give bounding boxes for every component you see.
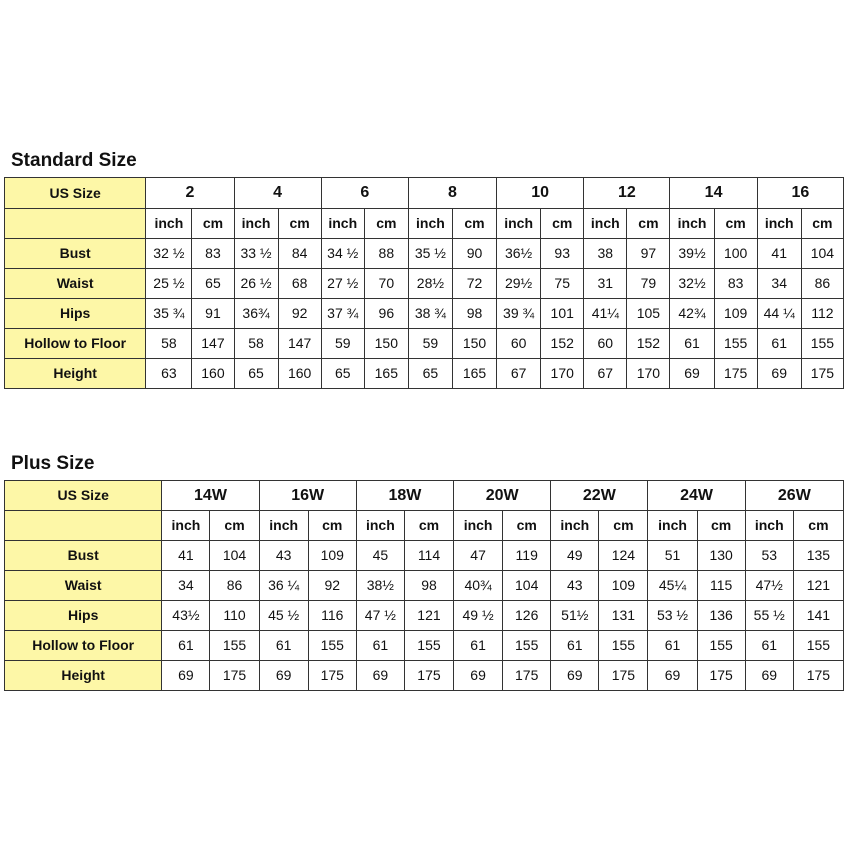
table-cell: 47 [454,541,503,571]
table-cell: 61 [670,329,714,359]
table-cell: 83 [192,239,234,269]
table-cell: 155 [714,329,757,359]
table-cell: 175 [404,661,453,691]
table-cell: 119 [503,541,551,571]
size-header: 4 [234,178,321,209]
size-header: 18W [356,481,453,511]
table-row [5,601,844,631]
table-cell: 70 [364,269,408,299]
table-cell: 67 [497,359,541,389]
table-cell: 33 ½ [234,239,278,269]
table-cell: 58 [146,329,192,359]
table-cell: 61 [648,631,697,661]
table-cell: 34 [757,269,801,299]
unit-inch: inch [356,511,404,541]
plus-size-title: Plus Size [11,453,95,474]
unit-row [5,511,844,541]
table-cell: 60 [584,329,627,359]
table-cell: 38½ [356,571,404,601]
table-row [5,359,844,389]
unit-inch: inch [670,209,714,239]
row-label: Hips [5,601,162,631]
size-header: 16 [757,178,843,209]
table-cell: 41 [162,541,210,571]
table-row [5,239,844,269]
table-cell: 26 ½ [234,269,278,299]
size-header: 20W [454,481,551,511]
table-cell: 45 [356,541,404,571]
table-cell: 69 [454,661,503,691]
unit-inch: inch [408,209,452,239]
table-cell: 72 [452,269,496,299]
row-label: Height [5,661,162,691]
table-cell: 93 [541,239,584,269]
standard-size-title: Standard Size [11,150,137,171]
size-header: 2 [146,178,234,209]
unit-cm: cm [697,511,745,541]
table-cell: 34 [162,571,210,601]
table-cell: 160 [278,359,321,389]
table-cell: 35 ¾ [146,299,192,329]
table-cell: 86 [210,571,259,601]
size-header: 26W [745,481,843,511]
table-cell: 155 [801,329,843,359]
unit-cm: cm [503,511,551,541]
table-cell: 55 ½ [745,601,793,631]
unit-cm: cm [541,209,584,239]
size-header: 14 [670,178,757,209]
table-cell: 65 [234,359,278,389]
unit-row [5,209,844,239]
table-cell: 69 [648,661,697,691]
table-cell: 86 [801,269,843,299]
table-cell: 104 [801,239,843,269]
table-cell: 141 [793,601,843,631]
table-cell: 150 [364,329,408,359]
table-cell: 61 [259,631,308,661]
table-cell: 36½ [497,239,541,269]
size-header: 10 [497,178,584,209]
table-cell: 34 ½ [321,239,364,269]
table-cell: 69 [356,661,404,691]
table-cell: 100 [714,239,757,269]
table-cell: 160 [192,359,234,389]
table-cell: 101 [541,299,584,329]
table-cell: 152 [541,329,584,359]
size-header: 12 [584,178,670,209]
table-cell: 43 [551,571,599,601]
table-cell: 59 [408,329,452,359]
table-cell: 39½ [670,239,714,269]
row-label: Hips [5,299,146,329]
table-cell: 150 [452,329,496,359]
table-cell: 147 [192,329,234,359]
table-cell: 124 [599,541,648,571]
unit-inch: inch [745,511,793,541]
table-cell: 39 ¾ [497,299,541,329]
table-cell: 155 [599,631,648,661]
table-cell: 38 ¾ [408,299,452,329]
table-cell: 51 [648,541,697,571]
table-cell: 65 [192,269,234,299]
table-row [5,571,844,601]
us-size-label: US Size [5,178,146,209]
size-header: 14W [162,481,259,511]
table-cell: 45¼ [648,571,697,601]
unit-cm: cm [404,511,453,541]
table-cell: 35 ½ [408,239,452,269]
us-size-label: US Size [5,481,162,511]
table-cell: 41 [757,239,801,269]
table-row [5,631,844,661]
table-cell: 130 [697,541,745,571]
table-cell: 69 [259,661,308,691]
size-header-row [5,178,844,209]
table-cell: 175 [697,661,745,691]
table-cell: 38 [584,239,627,269]
table-cell: 165 [364,359,408,389]
table-cell: 25 ½ [146,269,192,299]
table-cell: 165 [452,359,496,389]
unit-row-label-cell [5,209,146,239]
unit-inch: inch [648,511,697,541]
table-cell: 36 ¼ [259,571,308,601]
table-cell: 109 [308,541,356,571]
unit-cm: cm [793,511,843,541]
standard-size-table [4,177,844,389]
table-cell: 97 [627,239,670,269]
blank-area [0,695,848,848]
unit-inch: inch [234,209,278,239]
table-cell: 61 [356,631,404,661]
unit-cm: cm [627,209,670,239]
row-label: Bust [5,541,162,571]
table-cell: 41¼ [584,299,627,329]
table-cell: 155 [404,631,453,661]
table-cell: 61 [454,631,503,661]
table-cell: 112 [801,299,843,329]
table-cell: 126 [503,601,551,631]
table-cell: 175 [793,661,843,691]
table-cell: 49 [551,541,599,571]
table-cell: 61 [757,329,801,359]
table-cell: 32½ [670,269,714,299]
table-cell: 31 [584,269,627,299]
unit-cm: cm [308,511,356,541]
table-cell: 90 [452,239,496,269]
table-cell: 88 [364,239,408,269]
table-cell: 49 ½ [454,601,503,631]
unit-inch: inch [584,209,627,239]
table-cell: 45 ½ [259,601,308,631]
table-cell: 116 [308,601,356,631]
table-cell: 175 [503,661,551,691]
table-cell: 69 [745,661,793,691]
table-cell: 65 [408,359,452,389]
unit-cm: cm [192,209,234,239]
unit-cm: cm [278,209,321,239]
table-cell: 32 ½ [146,239,192,269]
table-cell: 147 [278,329,321,359]
table-cell: 175 [308,661,356,691]
table-cell: 40¾ [454,571,503,601]
table-cell: 109 [714,299,757,329]
unit-inch: inch [321,209,364,239]
table-row [5,269,844,299]
table-cell: 104 [210,541,259,571]
row-label: Waist [5,269,146,299]
table-cell: 61 [745,631,793,661]
table-cell: 53 ½ [648,601,697,631]
unit-inch: inch [454,511,503,541]
size-header: 6 [321,178,408,209]
table-cell: 155 [308,631,356,661]
unit-inch: inch [259,511,308,541]
table-cell: 115 [697,571,745,601]
table-cell: 175 [210,661,259,691]
table-row [5,329,844,359]
table-cell: 104 [503,571,551,601]
table-cell: 68 [278,269,321,299]
table-cell: 59 [321,329,364,359]
table-cell: 121 [793,571,843,601]
table-cell: 36¾ [234,299,278,329]
row-label: Waist [5,571,162,601]
unit-inch: inch [757,209,801,239]
table-cell: 175 [801,359,843,389]
table-cell: 155 [697,631,745,661]
unit-inch: inch [497,209,541,239]
table-cell: 155 [793,631,843,661]
size-header: 16W [259,481,356,511]
table-cell: 170 [627,359,670,389]
size-header: 8 [408,178,496,209]
table-cell: 27 ½ [321,269,364,299]
table-cell: 105 [627,299,670,329]
unit-row-label-cell [5,511,162,541]
table-cell: 63 [146,359,192,389]
table-cell: 109 [599,571,648,601]
table-cell: 60 [497,329,541,359]
unit-inch: inch [146,209,192,239]
plus-size-table [4,480,844,691]
table-cell: 175 [714,359,757,389]
table-row [5,541,844,571]
unit-cm: cm [452,209,496,239]
table-cell: 75 [541,269,584,299]
table-cell: 79 [627,269,670,299]
table-cell: 170 [541,359,584,389]
table-cell: 58 [234,329,278,359]
row-label: Hollow to Floor [5,329,146,359]
table-cell: 47½ [745,571,793,601]
table-cell: 51½ [551,601,599,631]
unit-cm: cm [210,511,259,541]
table-cell: 175 [599,661,648,691]
table-cell: 61 [551,631,599,661]
table-cell: 114 [404,541,453,571]
table-cell: 69 [757,359,801,389]
table-cell: 91 [192,299,234,329]
table-cell: 43½ [162,601,210,631]
table-cell: 69 [162,661,210,691]
row-label: Hollow to Floor [5,631,162,661]
table-row [5,661,844,691]
table-cell: 69 [670,359,714,389]
table-cell: 43 [259,541,308,571]
size-header: 22W [551,481,648,511]
table-cell: 121 [404,601,453,631]
table-cell: 69 [551,661,599,691]
table-cell: 136 [697,601,745,631]
unit-cm: cm [714,209,757,239]
table-cell: 152 [627,329,670,359]
table-cell: 98 [404,571,453,601]
unit-cm: cm [364,209,408,239]
table-row [5,299,844,329]
table-cell: 83 [714,269,757,299]
table-cell: 92 [308,571,356,601]
table-cell: 37 ¾ [321,299,364,329]
table-cell: 28½ [408,269,452,299]
table-cell: 44 ¼ [757,299,801,329]
table-cell: 29½ [497,269,541,299]
table-cell: 61 [162,631,210,661]
size-header-row [5,481,844,511]
unit-inch: inch [551,511,599,541]
table-cell: 110 [210,601,259,631]
table-cell: 67 [584,359,627,389]
table-cell: 96 [364,299,408,329]
table-cell: 131 [599,601,648,631]
table-cell: 84 [278,239,321,269]
row-label: Bust [5,239,146,269]
table-cell: 53 [745,541,793,571]
table-cell: 47 ½ [356,601,404,631]
row-label: Height [5,359,146,389]
table-cell: 135 [793,541,843,571]
unit-cm: cm [599,511,648,541]
size-header: 24W [648,481,745,511]
unit-cm: cm [801,209,843,239]
table-cell: 98 [452,299,496,329]
table-cell: 92 [278,299,321,329]
table-cell: 155 [503,631,551,661]
table-cell: 155 [210,631,259,661]
table-cell: 42¾ [670,299,714,329]
unit-inch: inch [162,511,210,541]
table-cell: 65 [321,359,364,389]
